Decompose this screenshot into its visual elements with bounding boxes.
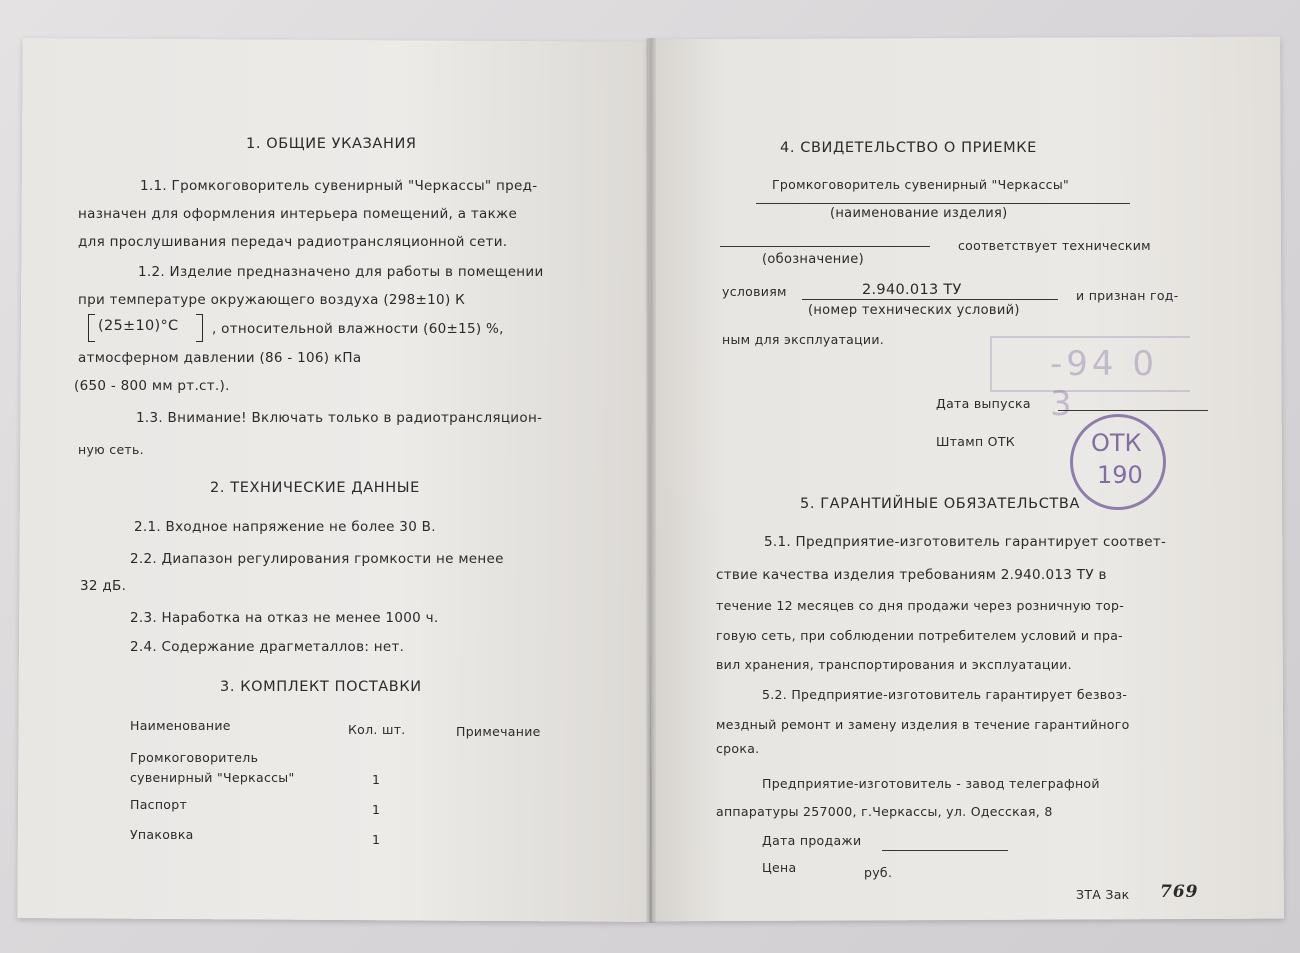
price-label: Цена bbox=[762, 860, 797, 875]
fit-text: ным для эксплуатации. bbox=[722, 332, 885, 347]
p12-line-3: , относительной влажности (60±15) %, bbox=[212, 321, 504, 337]
rub-label: руб. bbox=[864, 865, 893, 880]
row-1-name-cont: сувенирный "Черкассы" bbox=[130, 770, 295, 785]
otk-stamp bbox=[1070, 414, 1166, 510]
recognized-text: и признан год- bbox=[1076, 288, 1179, 303]
date-stamp: -94 0 3 bbox=[990, 336, 1190, 392]
p12-line-5: (650 - 800 мм рт.ст.). bbox=[74, 378, 230, 394]
p52-line-3: срока. bbox=[716, 741, 760, 756]
conditions-text: условиям bbox=[722, 284, 787, 299]
p11-line-2: назначен для оформления интерьера помещений, а также bbox=[78, 206, 518, 222]
row-1-qty: 1 bbox=[372, 772, 381, 787]
p12-line-4: атмосферном давлении (86 - 106) кПа bbox=[78, 350, 362, 366]
p11-line-3: для прослушивания передач радиотрансляционной сети. bbox=[78, 234, 508, 250]
booklet-spine bbox=[646, 38, 656, 923]
p51-line-5: вил хранения, транспортирования и эксплуатации. bbox=[716, 657, 1072, 672]
row-2-qty: 1 bbox=[372, 802, 381, 817]
s2-item-1: 2.1. Входное напряжение не более 30 В. bbox=[134, 519, 436, 535]
section-4-title: 4. СВИДЕТЕЛЬСТВО О ПРИЕМКЕ bbox=[780, 140, 1037, 156]
row-3-qty: 1 bbox=[372, 832, 381, 847]
otk-stamp-text: ОТК bbox=[1091, 429, 1142, 457]
p12-celsius: (25±10)°С bbox=[98, 318, 179, 334]
s2-item-4: 2.4. Содержание драгметаллов: нет. bbox=[130, 639, 405, 655]
tu-line bbox=[802, 299, 1058, 300]
s2-item-3: 2.3. Наработка на отказ не менее 1000 ч. bbox=[130, 610, 439, 626]
caption-name: (наименование изделия) bbox=[830, 206, 1008, 221]
p12-line-2: при температуре окружающего воздуха (298±10) К bbox=[78, 292, 465, 308]
p51-line-3: течение 12 месяцев со дня продажи через розничную тор- bbox=[716, 598, 1125, 613]
sale-date-label: Дата продажи bbox=[762, 833, 862, 848]
s2-item-2: 2.2. Диапазон регулирования громкости не менее bbox=[130, 551, 504, 567]
section-2-title: 2. ТЕХНИЧЕСКИЕ ДАННЫЕ bbox=[210, 480, 420, 496]
p11-line-1: 1.1. Громкоговоритель сувенирный "Черкассы" пред- bbox=[140, 178, 538, 194]
col-header-note: Примечание bbox=[456, 724, 541, 739]
maker-line-2: аппаратуры 257000, г.Черкассы, ул. Одесская, 8 bbox=[716, 804, 1053, 819]
p51-line-4: говую сеть, при соблюдении потребителем условий и пра- bbox=[716, 628, 1123, 643]
row-1-name: Громкоговоритель bbox=[130, 750, 259, 765]
p13-line-2: ную сеть. bbox=[78, 442, 144, 457]
print-code: ЗТА Зак bbox=[1076, 887, 1130, 902]
section-5-title: 5. ГАРАНТИЙНЫЕ ОБЯЗАТЕЛЬСТВА bbox=[800, 496, 1080, 512]
conforms-text: соответствует техническим bbox=[958, 238, 1151, 253]
bracket-left bbox=[88, 314, 95, 342]
p52-line-1: 5.2. Предприятие-изготовитель гарантирует безвоз- bbox=[762, 687, 1128, 702]
p52-line-2: мездный ремонт и замену изделия в течение гарантийного bbox=[716, 717, 1130, 732]
designation-line bbox=[720, 246, 930, 247]
sale-date-line bbox=[882, 850, 1008, 851]
s2-item-2-cont: 32 дБ. bbox=[80, 578, 127, 594]
product-name: Громкоговоритель сувенирный "Черкассы" bbox=[772, 177, 1070, 192]
section-1-title: 1. ОБЩИЕ УКАЗАНИЯ bbox=[246, 136, 417, 152]
p51-line-1: 5.1. Предприятие-изготовитель гарантирует соответ- bbox=[764, 534, 1167, 550]
col-header-name: Наименование bbox=[130, 718, 231, 733]
p51-line-2: ствие качества изделия требованиям 2.940.013 ТУ в bbox=[716, 567, 1107, 583]
order-number: 769 bbox=[1160, 882, 1199, 902]
release-date-label: Дата выпуска bbox=[936, 396, 1031, 411]
caption-designation: (обозначение) bbox=[762, 252, 864, 267]
maker-line-1: Предприятие-изготовитель - завод телеграфной bbox=[762, 776, 1100, 791]
bracket-right bbox=[196, 314, 203, 342]
release-date-line bbox=[1058, 410, 1208, 411]
section-3-title: 3. КОМПЛЕКТ ПОСТАВКИ bbox=[220, 679, 422, 695]
col-header-qty: Кол. шт. bbox=[348, 722, 406, 737]
otk-stamp-number: 190 bbox=[1097, 461, 1143, 489]
product-name-line bbox=[756, 203, 1130, 204]
p12-line-1: 1.2. Изделие предназначено для работы в помещении bbox=[138, 264, 544, 280]
row-3-name: Упаковка bbox=[130, 827, 194, 842]
caption-tu: (номер технических условий) bbox=[808, 303, 1020, 318]
tu-number: 2.940.013 ТУ bbox=[862, 282, 962, 298]
row-2-name: Паспорт bbox=[130, 797, 188, 812]
p13-line-1: 1.3. Внимание! Включать только в радиотрансляцион- bbox=[136, 410, 543, 426]
otk-stamp-label: Штамп ОТК bbox=[936, 434, 1015, 449]
